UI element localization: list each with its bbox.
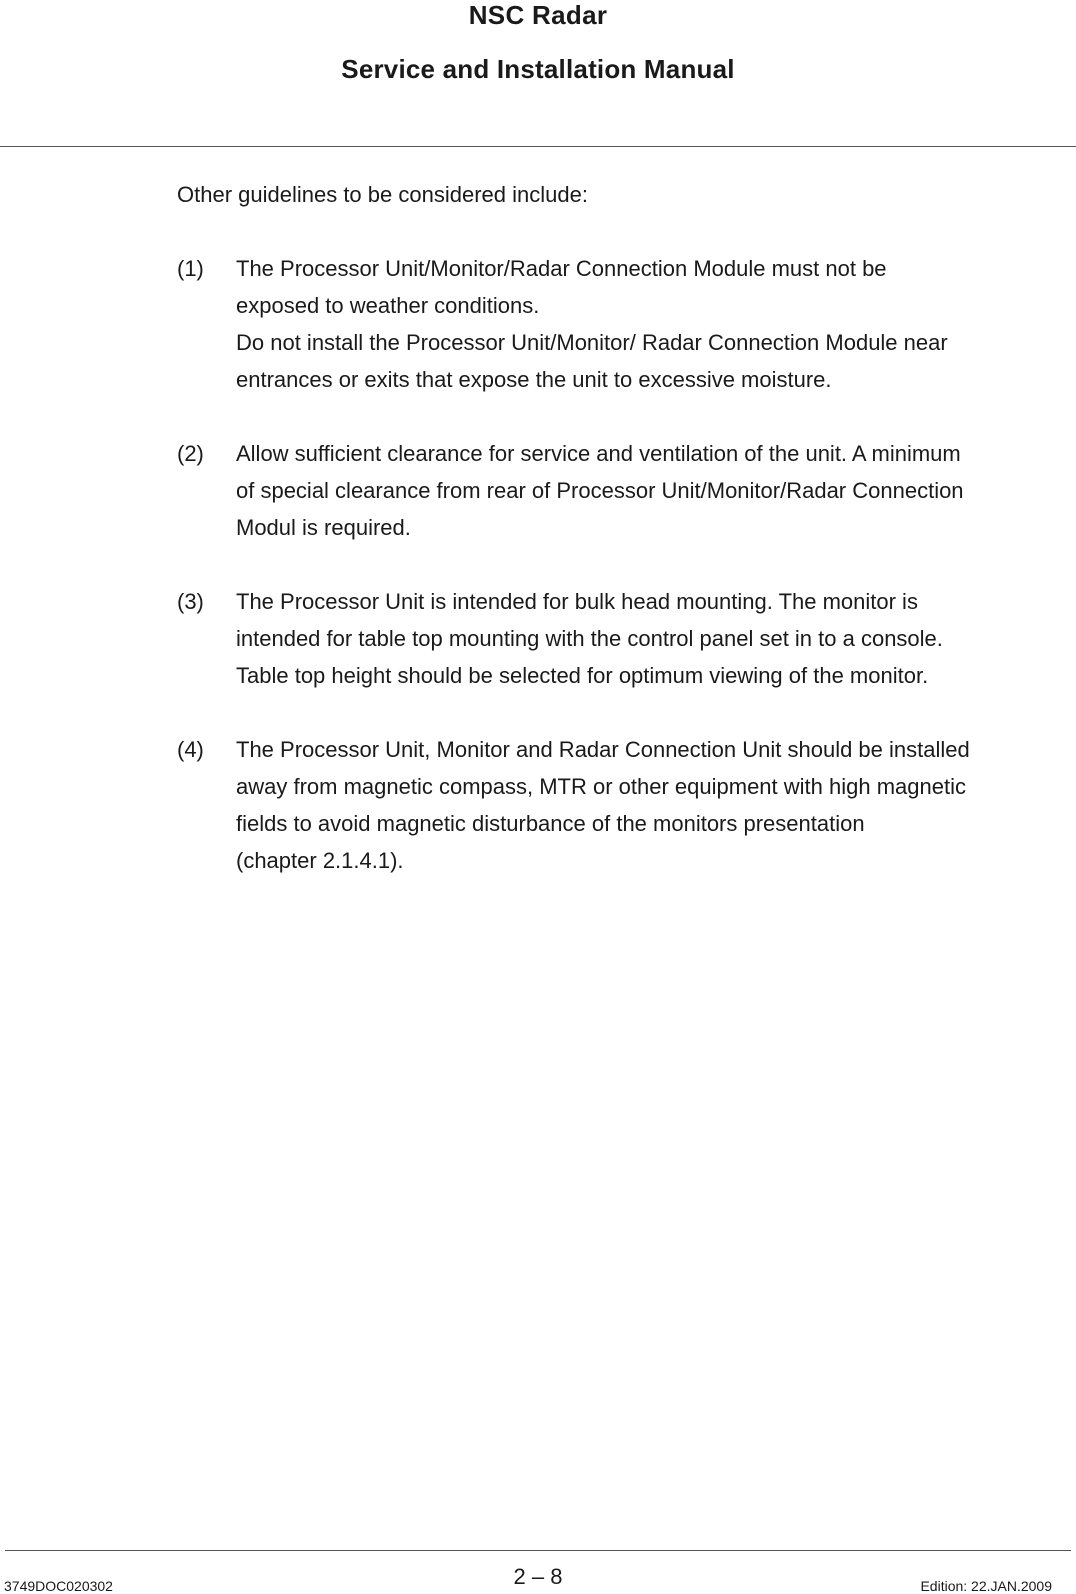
item-number: (3) bbox=[177, 589, 204, 614]
intro-paragraph: Other guidelines to be considered include: bbox=[177, 182, 588, 207]
footer-divider bbox=[5, 1550, 1071, 1551]
page-number: 2 – 8 bbox=[513, 1564, 563, 1589]
document-title: NSC Radar bbox=[468, 0, 608, 30]
guideline-item-2 bbox=[177, 435, 1073, 546]
item-text bbox=[236, 250, 1073, 398]
item-line: (chapter 2.1.4.1). bbox=[236, 848, 404, 873]
guideline-item-1 bbox=[177, 250, 1073, 398]
guideline-item-3 bbox=[177, 583, 1073, 694]
document-number: 3749DOC020302 bbox=[4, 1578, 113, 1594]
item-text bbox=[236, 583, 1073, 694]
item-number: (4) bbox=[177, 737, 204, 762]
item-line: Allow sufficient clearance for service and ventilation of the unit. A minimum bbox=[236, 441, 961, 466]
item-text bbox=[236, 731, 1073, 879]
item-number: (1) bbox=[177, 256, 204, 281]
item-line: Modul is required. bbox=[236, 515, 411, 540]
item-text bbox=[236, 435, 1073, 546]
item-number: (2) bbox=[177, 441, 204, 466]
item-line: fields to avoid magnetic disturbance of the monitors presentation bbox=[236, 811, 865, 836]
item-line: The Processor Unit/Monitor/Radar Connection Module must not be bbox=[236, 256, 887, 281]
item-line: Do not install the Processor Unit/Monitor/ Radar Connection Module near bbox=[236, 330, 948, 355]
item-line: exposed to weather conditions. bbox=[236, 293, 540, 318]
item-line: away from magnetic compass, MTR or other equipment with high magnetic bbox=[236, 774, 966, 799]
item-line: The Processor Unit, Monitor and Radar Connection Unit should be installed bbox=[236, 737, 970, 762]
item-line: of special clearance from rear of Processor Unit/Monitor/Radar Connection bbox=[236, 478, 964, 503]
item-line: intended for table top mounting with the control panel set in to a console. bbox=[236, 626, 943, 651]
document-subtitle: Service and Installation Manual bbox=[341, 54, 735, 84]
header-divider bbox=[0, 146, 1076, 147]
edition-date: Edition: 22.JAN.2009 bbox=[920, 1578, 1052, 1594]
guideline-item-4 bbox=[177, 731, 1073, 879]
page-body bbox=[177, 176, 1073, 916]
item-line: The Processor Unit is intended for bulk head mounting. The monitor is bbox=[236, 589, 918, 614]
item-line: entrances or exits that expose the unit to excessive moisture. bbox=[236, 367, 832, 392]
item-line: Table top height should be selected for optimum viewing of the monitor. bbox=[236, 663, 929, 688]
